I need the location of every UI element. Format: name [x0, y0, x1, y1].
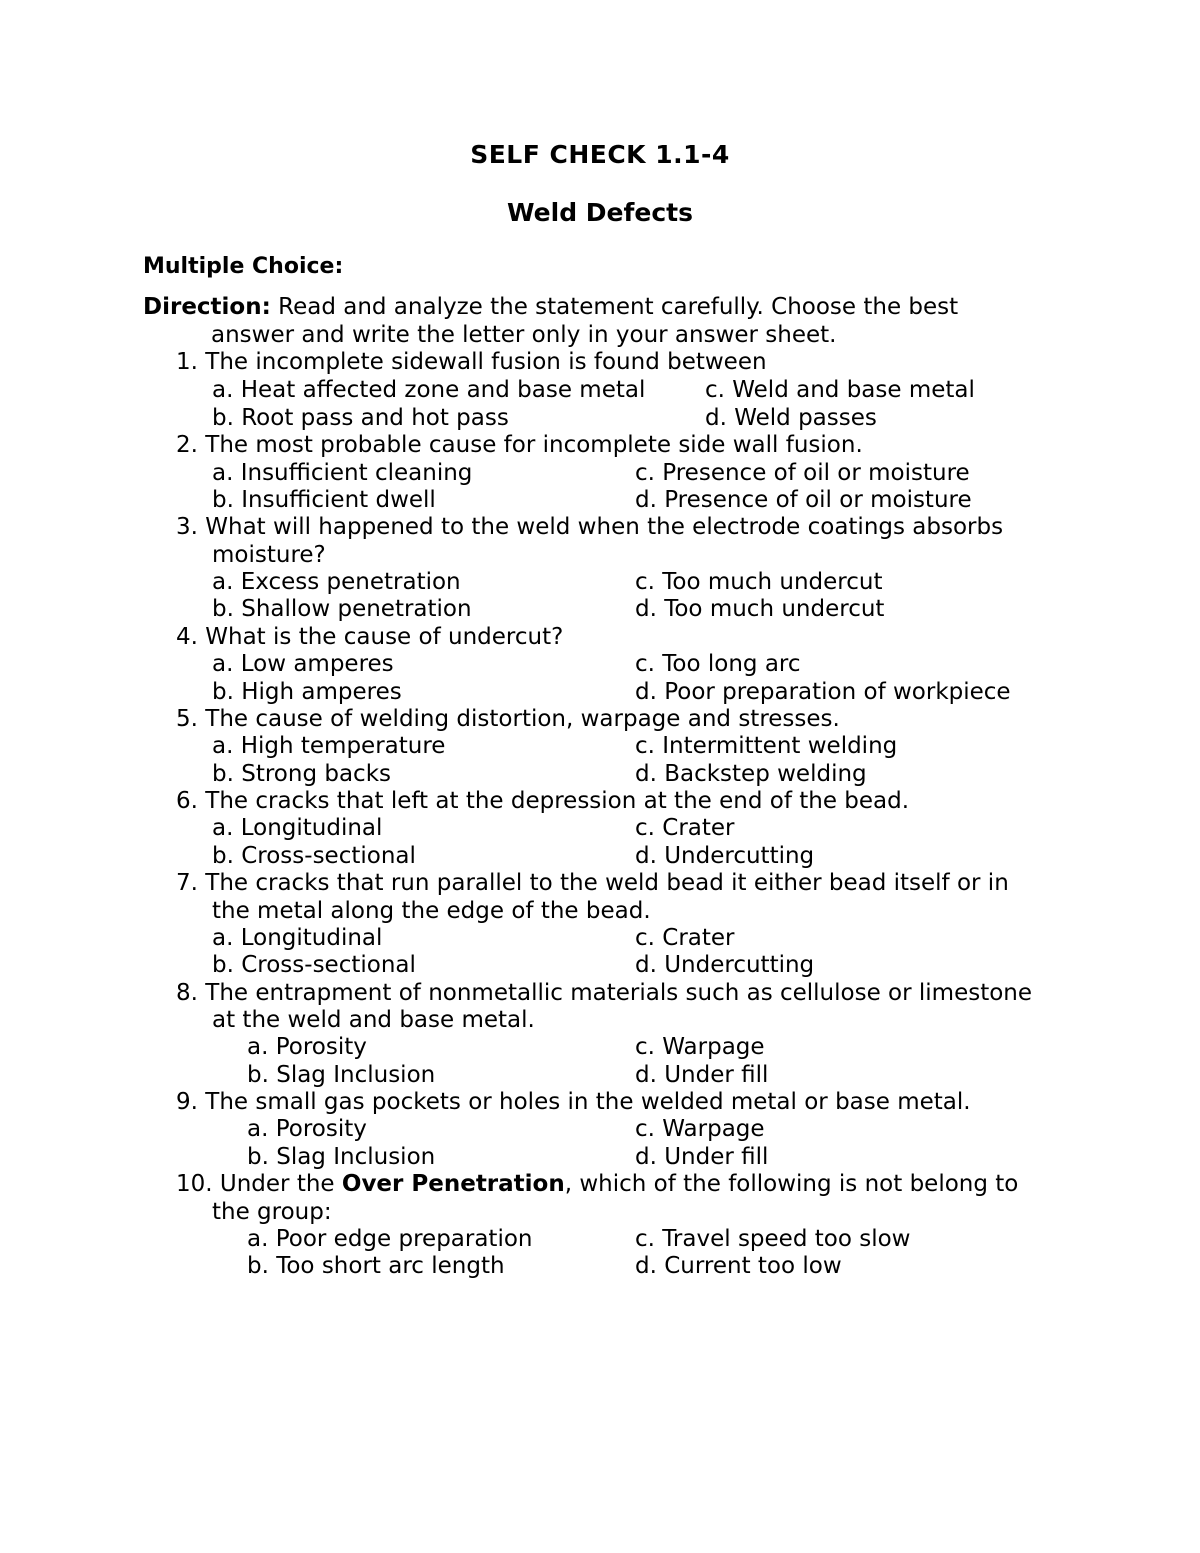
question-text: What is the cause of undercut?	[205, 624, 564, 650]
question-9-option-a: a. Porosity	[247, 1116, 367, 1142]
question-5-stem	[176, 705, 840, 733]
direction-label: Direction:	[143, 294, 271, 320]
question-3-option-b: b. Shallow penetration	[212, 596, 472, 622]
question-6-option-c: c. Crater	[635, 815, 735, 841]
question-3-option-a: a. Excess penetration	[212, 569, 461, 595]
question-7-option-b: b. Cross-sectional	[212, 952, 416, 978]
question-4-option-b: b. High amperes	[212, 679, 402, 705]
direction-paragraph	[143, 293, 1043, 349]
question-text: The cracks that left at the depression at the end of the bead.	[205, 788, 910, 814]
question-10-option-b: b. Too short arc length	[247, 1253, 505, 1279]
question-6-option-a: a. Longitudinal	[212, 815, 383, 841]
question-10-stem-continued: the group:	[212, 1199, 332, 1225]
question-number: 9.	[176, 1089, 198, 1115]
question-10-stem	[176, 1170, 1018, 1198]
question-number: 10.	[176, 1171, 213, 1197]
question-number: 6.	[176, 788, 198, 814]
question-3-option-d: d. Too much undercut	[635, 596, 885, 622]
question-5-option-b: b. Strong backs	[212, 761, 391, 787]
question-number: 4.	[176, 624, 198, 650]
question-text-emphasis: Over Penetration	[341, 1171, 565, 1197]
question-2-option-b: b. Insufficient dwell	[212, 487, 436, 513]
question-9-option-c: c. Warpage	[635, 1116, 765, 1142]
question-2-stem	[176, 431, 863, 459]
question-10-option-c: c. Travel speed too slow	[635, 1226, 911, 1252]
direction-text-line1: Read and analyze the statement carefully. Choose the best	[270, 294, 959, 320]
question-number: 3.	[176, 514, 198, 540]
page-title: SELF CHECK 1.1-4	[470, 140, 730, 169]
question-8-stem	[176, 979, 1032, 1007]
question-8-stem-continued: at the weld and base metal.	[212, 1007, 535, 1033]
question-5-option-c: c. Intermittent welding	[635, 733, 898, 759]
question-7-option-c: c. Crater	[635, 925, 735, 951]
question-text-pre: Under the	[219, 1171, 342, 1197]
question-9-option-b: b. Slag Inclusion	[247, 1144, 436, 1170]
question-2-option-d: d. Presence of oil or moisture	[635, 487, 972, 513]
question-1-option-a: a. Heat affected zone and base metal	[212, 377, 646, 403]
question-number: 2.	[176, 432, 198, 458]
question-text: The cracks that run parallel to the weld bead it either bead itself or in	[205, 870, 1009, 896]
question-text: The incomplete sidewall fusion is found between	[205, 349, 767, 375]
question-6-option-d: d. Undercutting	[635, 843, 815, 869]
question-3-stem-continued: moisture?	[212, 542, 326, 568]
direction-text-line2: answer and write the letter only in your answer sheet.	[211, 322, 837, 348]
question-1-option-b: b. Root pass and hot pass	[212, 405, 509, 431]
question-10-option-a: a. Poor edge preparation	[247, 1226, 533, 1252]
question-7-option-d: d. Undercutting	[635, 952, 815, 978]
question-number: 8.	[176, 980, 198, 1006]
question-number: 5.	[176, 706, 198, 732]
question-8-option-d: d. Under fill	[635, 1062, 769, 1088]
question-1-option-c: c. Weld and base metal	[705, 377, 975, 403]
question-10-option-d: d. Current too low	[635, 1253, 842, 1279]
question-8-option-c: c. Warpage	[635, 1034, 765, 1060]
question-number: 7.	[176, 870, 198, 896]
question-text: What will happened to the weld when the electrode coatings absorbs	[205, 514, 1004, 540]
question-3-option-c: c. Too much undercut	[635, 569, 883, 595]
page-subtitle: Weld Defects	[507, 198, 693, 227]
question-9-option-d: d. Under fill	[635, 1144, 769, 1170]
question-4-option-d: d. Poor preparation of workpiece	[635, 679, 1011, 705]
question-5-option-d: d. Backstep welding	[635, 761, 867, 787]
question-4-option-a: a. Low amperes	[212, 651, 394, 677]
question-3-stem	[176, 513, 1003, 541]
question-5-option-a: a. High temperature	[212, 733, 446, 759]
question-text-post: , which of the following is not belong to	[564, 1171, 1019, 1197]
question-8-option-a: a. Porosity	[247, 1034, 367, 1060]
question-8-option-b: b. Slag Inclusion	[247, 1062, 436, 1088]
question-text: The small gas pockets or holes in the welded metal or base metal.	[205, 1089, 971, 1115]
question-7-stem	[176, 869, 1009, 897]
question-4-stem	[176, 623, 563, 651]
question-7-stem-continued: the metal along the edge of the bead.	[212, 898, 651, 924]
question-4-option-c: c. Too long arc	[635, 651, 801, 677]
question-2-option-c: c. Presence of oil or moisture	[635, 460, 970, 486]
question-1-stem	[176, 348, 767, 376]
question-2-option-a: a. Insufficient cleaning	[212, 460, 473, 486]
question-6-stem	[176, 787, 909, 815]
section-heading: Multiple Choice:	[143, 254, 344, 279]
question-1-option-d: d. Weld passes	[705, 405, 877, 431]
question-text: The entrapment of nonmetallic materials such as cellulose or limestone	[205, 980, 1033, 1006]
question-text: The cause of welding distortion, warpage and stresses.	[205, 706, 840, 732]
question-6-option-b: b. Cross-sectional	[212, 843, 416, 869]
question-7-option-a: a. Longitudinal	[212, 925, 383, 951]
question-text: The most probable cause for incomplete side wall fusion.	[205, 432, 863, 458]
question-9-stem	[176, 1088, 971, 1116]
question-number: 1.	[176, 349, 198, 375]
